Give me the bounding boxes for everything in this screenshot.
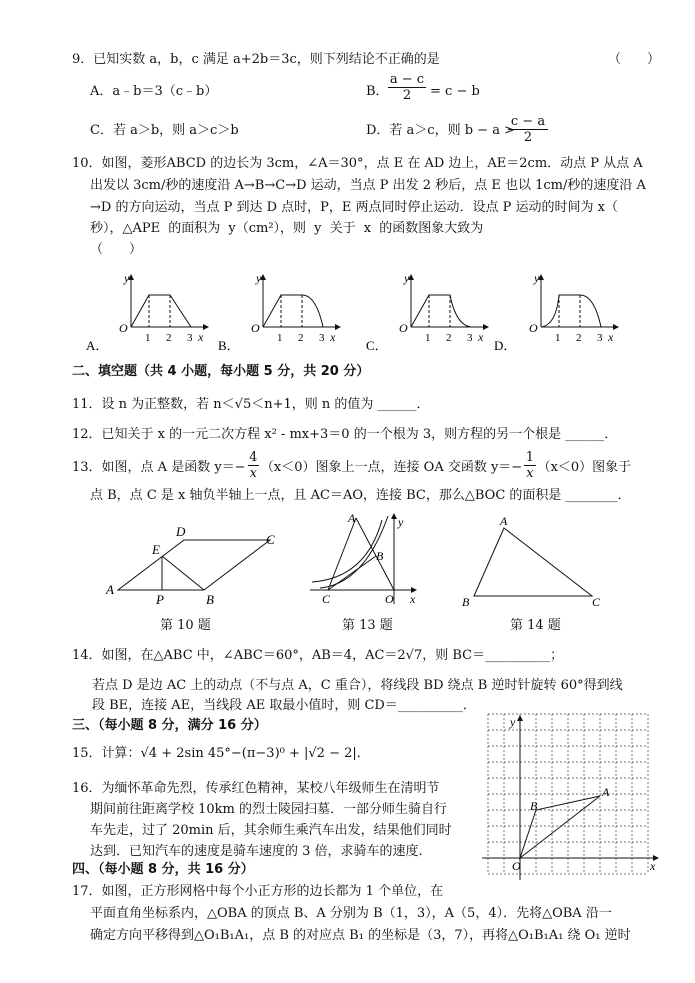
grid-y-label: y bbox=[510, 715, 516, 729]
figure-13-caption: 第 13 题 bbox=[342, 618, 393, 633]
fig10-label-d: D bbox=[176, 524, 186, 539]
section-4-heading: 四、（每小题 8 分，共 16 分） bbox=[72, 862, 254, 877]
q15-text: 15．计算：√4 + 2sin 45°−(π−3)⁰ + |√2 − 2|． bbox=[72, 746, 370, 761]
graph-a bbox=[119, 271, 208, 344]
graph-c-label: C． bbox=[366, 338, 388, 353]
q13-pre: 13．如图，点 A 是函数 y＝− bbox=[72, 459, 246, 475]
graph-a-origin: O bbox=[119, 321, 128, 335]
graph-a-y-label: y bbox=[124, 271, 130, 285]
graph-c-tick-1: 1 bbox=[425, 332, 431, 344]
q10-line-4: 秒），△APE 的面积为 y（cm²），则 y 关于 x 的函数图象大致为 bbox=[90, 221, 484, 236]
q11-text: 11．设 n 为正整数，若 n＜√5＜n+1，则 n 的值为 ______． bbox=[72, 397, 430, 412]
graph-c bbox=[399, 271, 488, 344]
fig13-label-o: O bbox=[385, 592, 394, 606]
graph-b-y-label: y bbox=[256, 271, 262, 285]
figure-13 bbox=[306, 508, 424, 608]
q9-option-b-fraction bbox=[388, 72, 426, 103]
graph-c-y-label: y bbox=[404, 271, 410, 285]
q13-fraction-2-num: 1 bbox=[525, 449, 535, 465]
section-3-heading: 三、（每小题 8 分，满分 16 分） bbox=[72, 718, 267, 733]
q9-option-b-label: B． bbox=[366, 84, 389, 99]
q9-option-d-denominator: 2 bbox=[508, 129, 548, 145]
q16-line-1: 16．为缅怀革命先烈，传承红色精神，某校八年级师生在清明节 bbox=[72, 781, 440, 796]
q12-text: 12．已知关于 x 的一元二次方程 x² - mx+3＝0 的一个根为 3，则方程的另一个根是 ______． bbox=[72, 427, 618, 442]
figure-10 bbox=[104, 520, 304, 610]
q9-option-d-fraction bbox=[508, 114, 548, 145]
graph-a-tick-3: 3 bbox=[187, 332, 193, 344]
grid-x-label: x bbox=[650, 859, 656, 873]
graph-d-label: D． bbox=[494, 338, 517, 353]
q13-line-2: 点 B，点 C 是 x 轴负半轴上一点，且 AC＝AO，连接 BC，那么△BOC 的面积是 ________． bbox=[90, 488, 631, 503]
q13-fraction-2-den: x bbox=[526, 465, 534, 481]
q17-grid-figure bbox=[476, 712, 666, 882]
q9-option-b-numerator: a − c bbox=[389, 72, 425, 87]
grid-label-a: A bbox=[602, 785, 610, 799]
q13-fraction-1-den: x bbox=[249, 465, 257, 481]
fig14-label-c: C bbox=[592, 595, 601, 609]
q13-mid: （x＜0）图象上一点，连接 OA 交函数 y＝− bbox=[260, 459, 523, 475]
fig13-label-y: y bbox=[398, 515, 404, 529]
q9-option-d-text: D．若 a＞c，则 b − a > bbox=[366, 123, 515, 138]
graph-c-tick-2: 2 bbox=[446, 332, 452, 344]
fig13-label-x: x bbox=[410, 592, 416, 606]
graph-b-tick-2: 2 bbox=[298, 332, 304, 344]
q13-post: （x＜0）图象于 bbox=[537, 459, 632, 475]
q10-line-3: →D 的方向运动，当点 P 到达 D 点时，P，E 两点同时停止运动．设点 P 运动的时间为 x（ bbox=[90, 200, 618, 215]
graph-d-origin: O bbox=[529, 321, 538, 335]
q14-line-2: 若点 D 是边 AC 上的动点（不与点 A，C 重合），将线段 BD 绕点 B 逆时针旋转 60°得到线 bbox=[92, 678, 623, 693]
fig10-label-p: P bbox=[156, 592, 164, 607]
fig10-label-a: A bbox=[106, 582, 114, 597]
figure-14 bbox=[458, 512, 608, 612]
graph-b-tick-3: 3 bbox=[319, 332, 325, 344]
graph-a-label: A． bbox=[86, 338, 109, 353]
fig13-label-c: C bbox=[322, 592, 331, 606]
section-2-heading: 二、填空题（共 4 小题，每小题 5 分，共 20 分） bbox=[72, 364, 370, 379]
q9-option-c: C．若 a＞b，则 a＞c＞b bbox=[90, 123, 239, 138]
q13-fraction-2 bbox=[524, 450, 535, 481]
q16-line-3: 车先走，过了 20min 后，其余师生乘汽车出发，结果他们同时 bbox=[90, 823, 452, 838]
q14-line-3: 段 BE，连接 AE，当线段 AE 取最小值时，则 CD＝__________． bbox=[92, 698, 476, 713]
graph-b bbox=[251, 271, 340, 344]
fig14-label-a: A bbox=[500, 514, 508, 528]
q10-line-1: 10．如图，菱形ABCD 的边长为 3cm，∠A＝30°，点 E 在 AD 边上，AE＝2cm．动点 P 从点 A bbox=[72, 156, 643, 171]
q10-line-2: 出发以 3cm/秒的速度沿 A→B→C→D 运动，当点 P 出发 2 秒后，点 E 也以 1cm/秒的速度沿 A bbox=[90, 178, 646, 193]
q13-line-1 bbox=[72, 447, 631, 483]
graph-d-tick-2: 2 bbox=[576, 332, 582, 344]
graph-a-tick-2: 2 bbox=[166, 332, 172, 344]
q9-option-b-rest: = c − b bbox=[430, 84, 480, 99]
graph-c-x-label: x bbox=[478, 330, 484, 344]
graph-c-tick-3: 3 bbox=[467, 332, 473, 344]
q17-line-2: 平面直角坐标系内，△OBA 的顶点 B、A 分别为 B（1，3），A（5，4）．先将△OBA 沿一 bbox=[90, 906, 612, 921]
fig10-label-b: B bbox=[206, 592, 214, 607]
graph-d-x-label: x bbox=[608, 330, 614, 344]
grid-label-b: B bbox=[530, 799, 538, 813]
graph-d-y-label: y bbox=[534, 271, 540, 285]
figure-10-caption: 第 10 题 bbox=[160, 618, 211, 633]
graph-b-x-label: x bbox=[330, 330, 336, 344]
grid-origin-label: O bbox=[512, 859, 521, 873]
fig10-label-e: E bbox=[152, 542, 160, 557]
q13-fraction-1 bbox=[248, 450, 259, 481]
q9-option-d-numerator: c − a bbox=[510, 114, 546, 129]
q16-line-4: 达到．已知汽车的速度是骑车速度的 3 倍，求骑车的速度. bbox=[90, 844, 423, 859]
q10-option-graphs bbox=[86, 270, 646, 358]
graph-c-origin: O bbox=[399, 321, 408, 335]
graph-d bbox=[529, 271, 618, 344]
q14-line-1: 14．如图，在△ABC 中，∠ABC＝60°，AB＝4，AC＝2√7，则 BC＝__________； bbox=[72, 648, 564, 663]
fig10-label-c: C bbox=[266, 532, 275, 547]
graph-b-tick-1: 1 bbox=[277, 332, 283, 344]
graph-b-label: B． bbox=[218, 338, 240, 353]
q9-answer-blank: （ ） bbox=[608, 52, 661, 67]
fig13-label-b: B bbox=[376, 549, 384, 563]
fig13-label-a: A bbox=[348, 511, 356, 525]
q13-fraction-1-num: 4 bbox=[249, 449, 258, 465]
figure-14-caption: 第 14 题 bbox=[510, 618, 561, 633]
q9-option-a: A．a﹣b＝3（c﹣b） bbox=[90, 84, 218, 99]
graph-b-origin: O bbox=[251, 321, 260, 335]
q17-line-1: 17．如图，正方形网格中每个小正方形的边长都为 1 个单位，在 bbox=[72, 884, 444, 899]
graph-d-tick-3: 3 bbox=[597, 332, 603, 344]
graph-a-x-label: x bbox=[198, 330, 204, 344]
q17-line-3: 确定方向平移得到△O₁B₁A₁，点 B 的对应点 B₁ 的坐标是（3，7），再将△O₁B₁A₁ 绕 O₁ 逆时 bbox=[90, 928, 631, 943]
q9-stem: 9．已知实数 a，b，c 满足 a+2b＝3c，则下列结论不正确的是 bbox=[72, 52, 440, 67]
q16-line-2: 期间前往距离学校 10km 的烈士陵园扫墓．一部分师生骑自行 bbox=[90, 802, 448, 817]
q9-option-b-denominator: 2 bbox=[388, 87, 426, 103]
graph-a-tick-1: 1 bbox=[145, 332, 151, 344]
fig14-label-b: B bbox=[462, 595, 470, 609]
q10-line-5: （ ） bbox=[90, 242, 143, 257]
graph-d-tick-1: 1 bbox=[555, 332, 561, 344]
